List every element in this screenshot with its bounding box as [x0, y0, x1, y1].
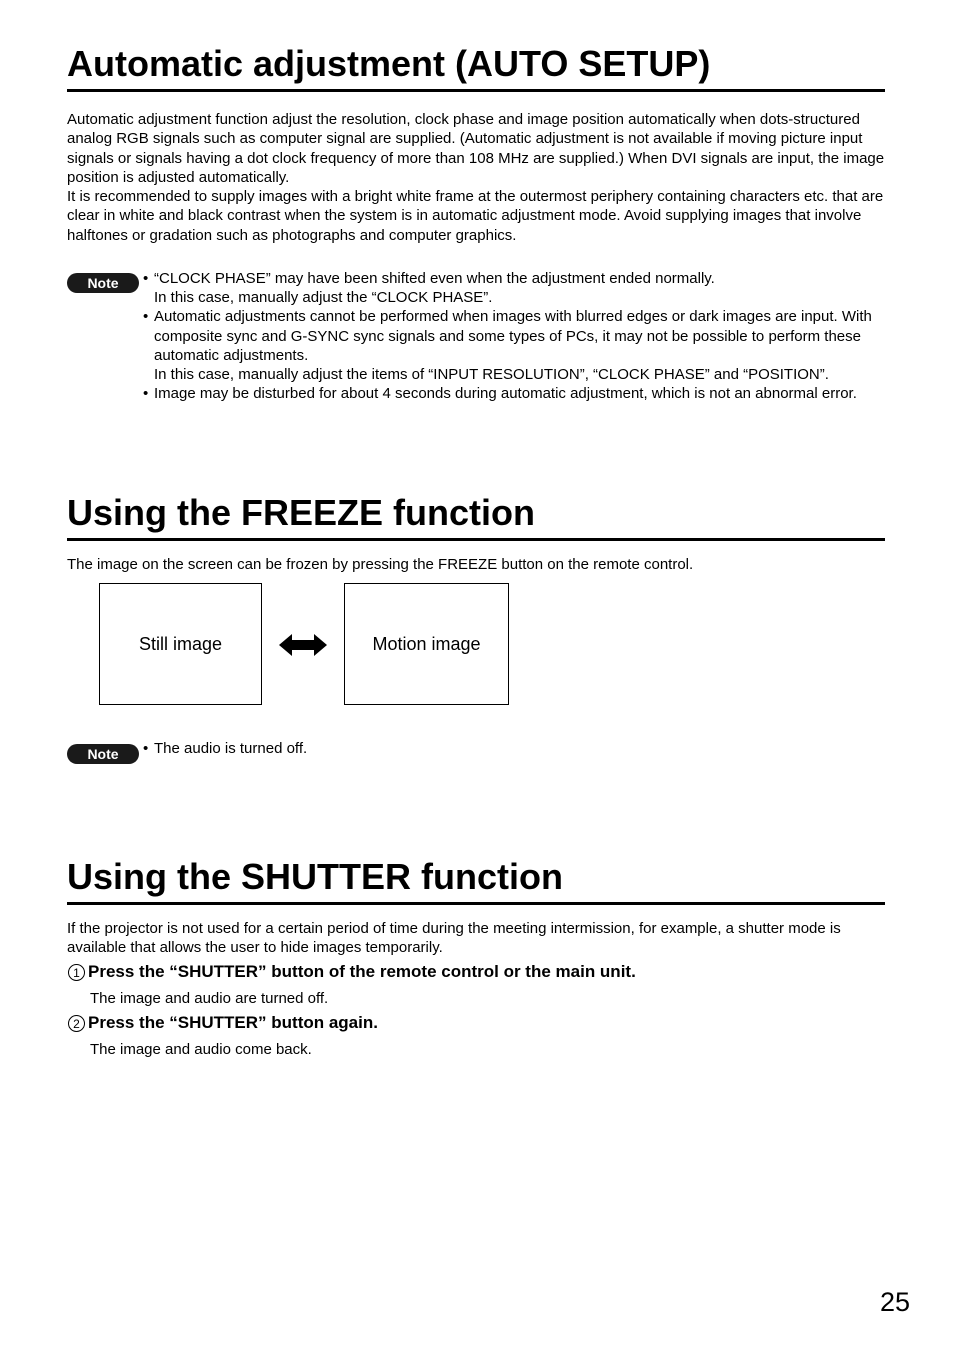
- note-item: • “CLOCK PHASE” may have been shifted even when the adjustment ended normally. In this case, manually adjust the “CLOCK PHASE”.: [143, 269, 893, 307]
- auto-setup-title: Automatic adjustment (AUTO SETUP): [67, 43, 885, 92]
- note-text: In this case, manually adjust the “CLOCK PHASE”.: [154, 289, 493, 307]
- step-2: [68, 1012, 378, 1034]
- freeze-title: Using the FREEZE function: [67, 492, 885, 541]
- note-text: In this case, manually adjust the items of “INPUT RESOLUTION”, “CLOCK PHASE” and “POSITION”.: [154, 366, 829, 384]
- note-text: “CLOCK PHASE” may have been shifted even when the adjustment ended normally.: [154, 270, 715, 287]
- freeze-intro: The image on the screen can be frozen by pressing the FREEZE button on the remote control.: [67, 556, 694, 573]
- note-badge: Note: [67, 744, 139, 764]
- step-result: The image and audio come back.: [90, 1041, 312, 1058]
- note-item: • The audio is turned off.: [143, 739, 893, 758]
- shutter-intro: If the projector is not used for a certain period of time during the meeting intermission, for example, a shutter mode is available that allows the user to hide images temporarily.: [67, 920, 841, 957]
- still-image-box: [99, 583, 262, 705]
- auto-setup-para-1: Automatic adjustment function adjust the resolution, clock phase and image position automatically when dots-structured analog RGB signals such as computer signal are supplied. (Automatic adjustment is not available if moving picture input signals or signals having a dot clock frequency of more than 108 MHz are supplied.) When DVI signals are input, the image position is adjusted automatically.: [67, 111, 885, 186]
- page-number: 25: [880, 1287, 911, 1317]
- note-text: Image may be disturbed for about 4 seconds during automatic adjustment, which is not an abnormal error.: [154, 385, 857, 403]
- circled-number: 2: [68, 1015, 85, 1032]
- double-arrow-icon: [279, 632, 327, 658]
- still-image-label: Still image: [138, 633, 223, 654]
- step-text: Press the “SHUTTER” button again.: [88, 1013, 378, 1032]
- shutter-title: Using the SHUTTER function: [67, 856, 885, 905]
- note-text: Automatic adjustments cannot be performed when images with blurred edges or dark images are input. With composite sync and G-SYNC sync signals and some types of PCs, it may not be possible to perform these automatic adjustments.: [154, 308, 872, 364]
- note-badge: Note: [67, 273, 139, 293]
- circled-number: 1: [68, 964, 85, 981]
- auto-setup-para-2: It is recommended to supply images with a bright white frame at the outermost periphery containing characters etc. that are clear in white and black contrast when the system is in automatic adjustment mode. Avoid supplying images that involve halftones or gradation such as photographs and computer graphics.: [67, 188, 884, 244]
- motion-image-box: [344, 583, 509, 705]
- auto-setup-notes: [143, 269, 893, 403]
- step-result: The image and audio are turned off.: [90, 990, 329, 1007]
- motion-image-label: Motion image: [372, 633, 481, 654]
- note-item: • Image may be disturbed for about 4 seconds during automatic adjustment, which is not an abnormal error.: [143, 384, 893, 403]
- note-item: • Automatic adjustments cannot be performed when images with blurred edges or dark images are input. With composite sync and G-SYNC sync signals and some types of PCs, it may not be possible to perform these automatic adjustments. In this case, manually adjust the items of “INPUT RESOLUTION”, “CLOCK PHASE” and “POSITION”.: [143, 307, 893, 384]
- step-text: Press the “SHUTTER” button of the remote control or the main unit.: [88, 962, 636, 981]
- note-text: The audio is turned off.: [154, 740, 308, 757]
- freeze-notes: [143, 739, 893, 758]
- step-1: [68, 961, 636, 983]
